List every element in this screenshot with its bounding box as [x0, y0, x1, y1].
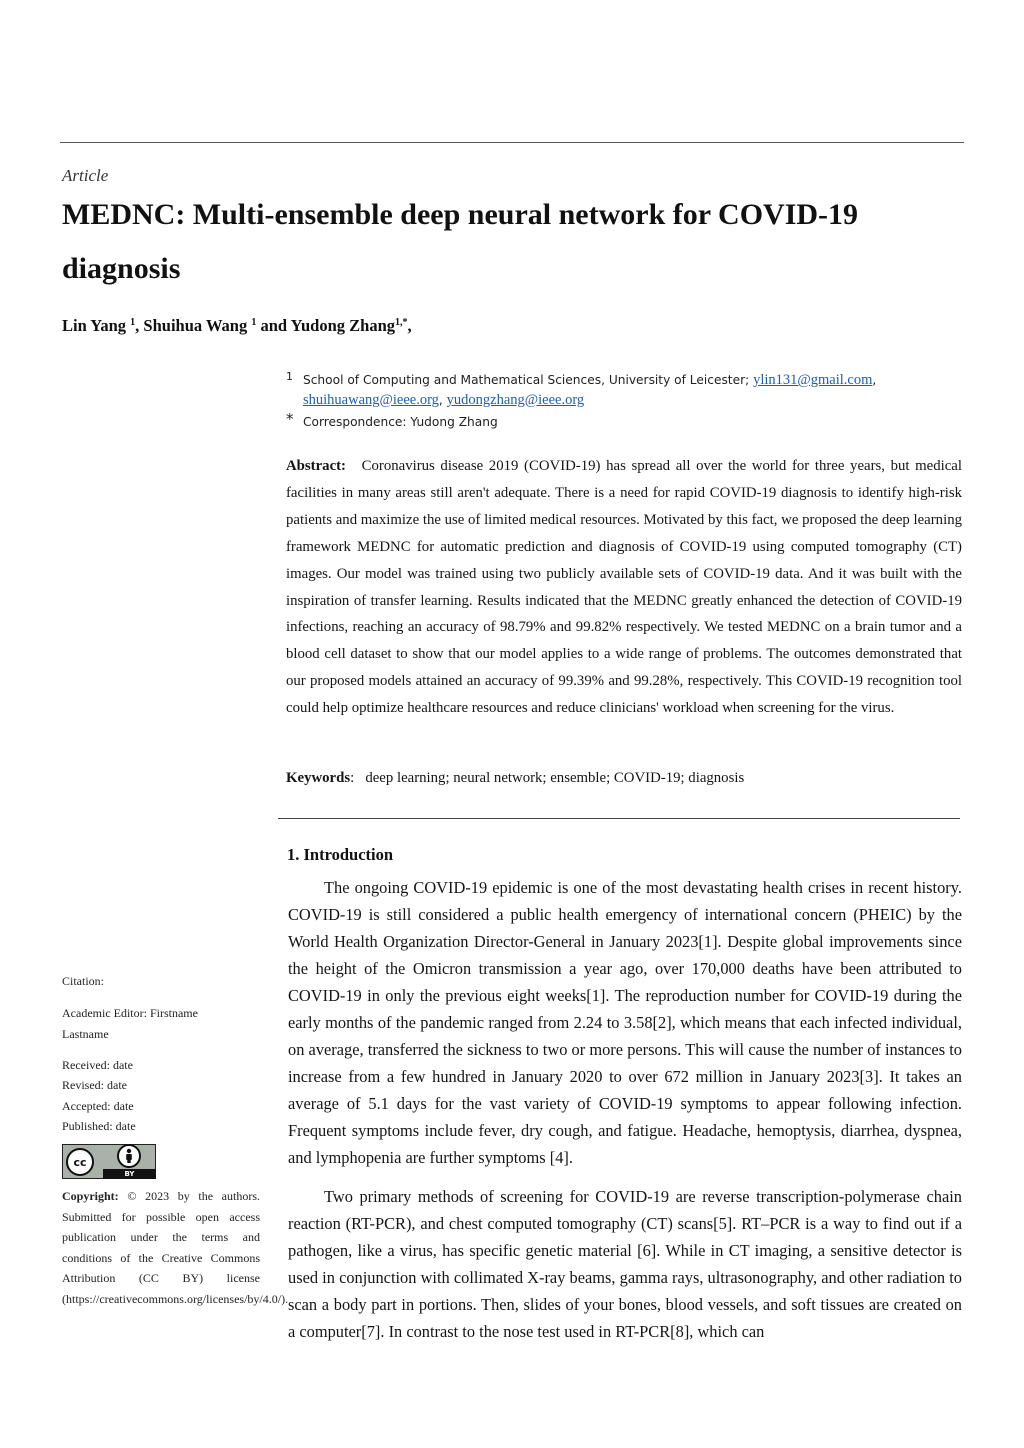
section-heading: 1. Introduction — [287, 845, 394, 864]
copyright-text: © 2023 by the authors. Submitted for possible open access publication under the terms and conditions of the Creative Commons Attribution (CC BY) license (https://creativecommons.org/licenses/by/4.0/). — [62, 1189, 289, 1306]
by-label: BY — [103, 1169, 156, 1179]
attribution-person-icon — [117, 1144, 141, 1168]
body-paragraph: Two primary methods of screening for COVID-19 are reverse transcription-polymerase chain reaction (RT-PCR), and chest computed tomography (CT) scans[5]. RT–PCR is a way to find out if a pathogen, like a virus, has specific genetic material [6]. While in CT imaging, a sensitive detector is used in conjunction with collimated X-ray beams, gamma rays, ultrasonography, and other radiation to scan a body part in portions. Then, slides of your bones, blood vessels, and soft tissues are created on a computer[7]. In contrast to the nose test used in RT-PCR[8], which can — [288, 1187, 962, 1341]
correspondence-marker: * — [286, 410, 294, 428]
cc-by-license-badge[interactable] — [62, 1144, 156, 1179]
email-link[interactable]: ylin131@gmail.com — [753, 372, 873, 388]
body-paragraph: The ongoing COVID-19 epidemic is one of the most devastating health crises in recent history. COVID-19 is still considered a public health emergency of international concern (PHEIC) by the World Health Organization Director-General in January 2023[1]. Despite global improvements since the height of the Omicron transmission a year ago, over 170,000 deaths have been attributed to COVID-19 in only the previous eight weeks[1]. The reproduction number for COVID-19 during the early months of the pandemic ranged from 2.24 to 3.58[2], which means that each infected individual, on average, transferred the sickness to two or more persons. This will cause the number of instances to increase from a few hundred in January 2020 to over 672 million in January 2023[3]. It takes an average of 5.1 days for the vast variety of COVID-19 symptoms to appear following infection. Frequent symptoms include fever, dry cough, and fatigue. Headache, hemoptysis, diarrhea, dyspnea, and lymphopenia are further symptoms [4]. — [288, 878, 962, 1167]
header-rule — [60, 142, 964, 143]
keywords: Keywords: deep learning; neural network; ensemble; COVID-19; diagnosis — [286, 770, 745, 786]
citation-label: Citation: — [62, 974, 104, 988]
abstract — [286, 453, 962, 722]
author-name: Lin Yang — [62, 316, 127, 335]
section-divider — [278, 818, 960, 819]
received-date: Received: date — [62, 1058, 133, 1072]
author-name: Shuihua Wang — [143, 316, 248, 335]
email-link[interactable]: yudongzhang@ieee.org — [446, 392, 585, 408]
keywords-label: Keywords — [286, 770, 351, 786]
keywords-text: deep learning; neural network; ensemble; COVID-19; diagnosis — [365, 770, 745, 786]
author-list: Lin Yang $^1$, Shuihua Wang $^1$ and Yudong Zhang$^{1,*}$, — [62, 316, 412, 335]
abstract-label: Abstract: — [286, 458, 346, 474]
article-type-label: Article — [62, 166, 109, 185]
copyright-notice — [62, 1186, 289, 1310]
abstract-text: Coronavirus disease 2019 (COVID-19) has spread all over the world for three years, but medical facilities in many areas still aren't adequate. There is a need for rapid COVID-19 diagnosis to identify high-risk patients and maximize the use of limited medical resources. Motivated by this fact, we proposed the deep learning framework MEDNC for automatic prediction and diagnosis of COVID-19 using computed tomography (CT) images. Our model was trained using two publicly available sets of COVID-19 data. And it was built with the inspiration of transfer learning. Results indicated that the MEDNC greatly enhanced the detection of COVID-19 infections, reaching an accuracy of 98.79% and 99.82% respectively. We tested MEDNC on a brain tumor and a blood cell dataset to show that our model applies to a wide range of problems. The outcomes demonstrated that our proposed models attained an accuracy of 99.39% and 99.28%, respectively. This COVID-19 recognition tool could help optimize healthcare resources and reduce clinicians' workload when screening for the virus. — [286, 458, 962, 717]
published-date: Published: date — [62, 1119, 136, 1133]
academic-editor: Lastname — [62, 1027, 109, 1041]
paper-title: MEDNC: Multi-ensemble deep neural network for COVID-19 diagnosis — [62, 198, 859, 285]
affiliation-marker: 1,* — [395, 317, 408, 328]
affiliation-marker: 1 — [251, 317, 257, 328]
cc-icon: cc — [66, 1148, 94, 1176]
email-link[interactable]: shuihuawang@ieee.org — [303, 392, 439, 408]
affiliation-text: School of Computing and Mathematical Sciences, University of Leicester; — [303, 373, 750, 387]
revised-date: Revised: date — [62, 1078, 127, 1092]
copyright-label: Copyright: — [62, 1189, 119, 1203]
affiliation-marker: 1 — [130, 317, 136, 328]
correspondence-text: Correspondence: Yudong Zhang — [303, 415, 498, 429]
accepted-date: Accepted: date — [62, 1099, 134, 1113]
author-name: Yudong Zhang — [290, 316, 396, 335]
academic-editor: Academic Editor: Firstname — [62, 1006, 198, 1020]
affiliation-number: 1 — [286, 370, 293, 383]
